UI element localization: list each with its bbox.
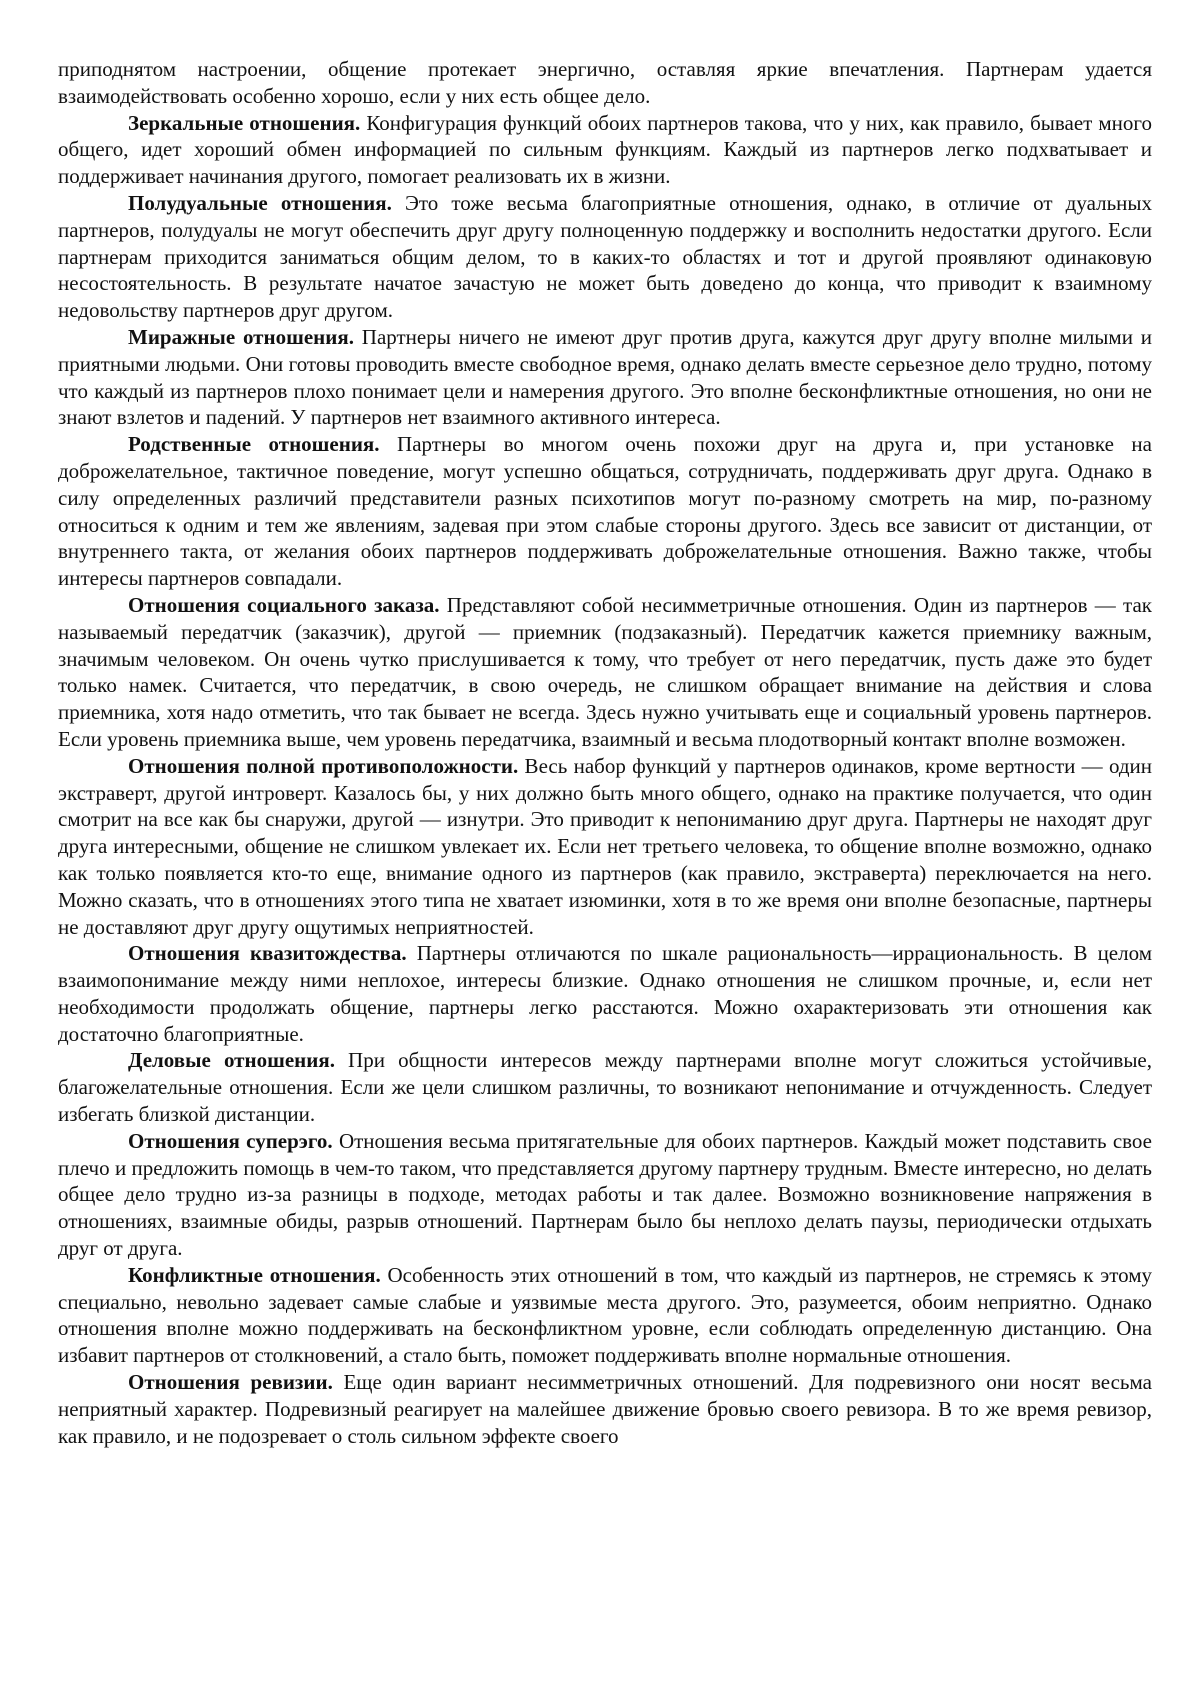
paragraph-term: Отношения полной противоположности. [128,753,519,778]
paragraph-quasi-identity-relations [58,940,1152,1047]
paragraph-text: Конфигурация функций обоих партнеров такова, что у них, как правило, бывает много общего, идет хороший обмен информацией по сильным функциям. Каждый из партнеров легко подхватывает и поддерживает начинания другого, помогает реализовать их в жизни. [58,110,1152,189]
paragraph-term: Миражные отношения. [128,324,354,349]
paragraph-superego-relations [58,1128,1152,1262]
paragraph-term: Отношения ревизии. [128,1370,333,1395]
paragraph-term: Зеркальные отношения. [128,110,361,135]
paragraph-text: При общности интересов между партнерами вполне могут сложиться устойчивые, благожелательные отношения. Если же цели слишком различны, то возникают непонимание и отчужденность. Следует избегать близкой дистанции. [58,1048,1153,1127]
document-page [58,56,1152,1449]
paragraph-continuation [58,56,1152,110]
paragraph-term: Деловые отношения. [128,1048,335,1073]
paragraph-term: Отношения суперэго. [128,1128,333,1153]
paragraph-semidual-relations [58,190,1152,324]
paragraph-kindred-relations [58,431,1152,592]
paragraph-term: Полудуальные отношения. [128,190,392,215]
paragraph-text: Весь набор функций у партнеров одинаков, кроме вертности — один экстраверт, другой интроверт. Казалось бы, у них должно быть много общего, однако на практике получается, что один смотрит на все как бы снаружи, другой — изнутри. Это приводит к непониманию друг друга. Партнеры не находят друг друга интересными, общение не слишком увлекает их. Если нет третьего человека, то общение вполне возможно, однако как только появляется кто-то еще, внимание одного из партнеров (как правило, экстраверта) переключается на него. Можно сказать, что в отношениях этого типа не хватает изюминки, хотя в то же время они вполне безопасные, партнеры не доставляют друг другу ощутимых неприятностей. [58,753,1153,939]
paragraph-mirage-relations [58,324,1152,431]
paragraph-term: Отношения квазитождества. [128,941,407,966]
paragraph-revision-relations [58,1369,1152,1449]
paragraph-text: Отношения весьма притягательные для обоих партнеров. Каждый может подставить свое плечо и предложить помощь в чем-то таком, что представляется другому партнеру трудным. Вместе интересно, но делать общее дело трудно из-за разницы в подходе, методах работы и так далее. Возможно возникновение напряжения в отношениях, взаимные обиды, разрыв отношений. Партнерам было бы неплохо делать паузы, периодически отдыхать друг от друга. [58,1128,1153,1261]
paragraph-text: Партнеры отличаются по шкале рациональность—иррациональность. В целом взаимопонимание между ними неплохое, интересы близкие. Однако отношения не слишком прочные, и, если нет необходимости продолжать общение, партнеры легко расстаются. Можно охарактеризовать эти отношения как достаточно благоприятные. [58,941,1152,1046]
paragraph-text: Еще один вариант несимметричных отношений. Для подревизного они носят весьма неприятный характер. Подревизный реагирует на малейшее движение бровью своего ревизора. В то же время ревизор, как правило, и не подозревает о столь сильном эффекте своего [58,1370,1152,1448]
paragraph-term: Конфликтные отношения. [128,1262,381,1287]
paragraph-mirror-relations [58,110,1152,190]
paragraph-text: Это тоже весьма благоприятные отношения, однако, в отличие от дуальных партнеров, полудуалы не могут обеспечить друг другу полноценную поддержку и восполнить недостатки другого. Если партнерам приходится заниматься общим делом, то в каких-то областях и тот и другой проявляют одинаковую несостоятельность. В результате начатое зачастую не может быть доведено до конца, что приводит к взаимному недовольству партнеров друг другом. [58,190,1153,323]
paragraph-term: Отношения социального заказа. [128,592,440,617]
paragraph-text: Партнеры во многом очень похожи друг на друга и, при установке на доброжелательное, тактичное поведение, могут успешно общаться, сотрудничать, поддерживать друг друга. Однако в силу определенных различий представители разных психотипов могут по-разному смотреть на мир, по-разному относиться к одним и тем же явлениям, задевая при этом слабые стороны другого. Здесь все зависит от дистанции, от внутреннего такта, от желания обоих партнеров поддерживать доброжелательные отношения. Важно также, чтобы интересы партнеров совпадали. [58,432,1152,591]
paragraph-text: Партнеры ничего не имеют друг против друга, кажутся друг другу вполне милыми и приятными людьми. Они готовы проводить вместе свободное время, однако делать вместе серьезное дело трудно, потому что каждый из партнеров плохо понимает цели и намерения другого. Это вполне бесконфликтные отношения, но они не знают взлетов и падений. У партнеров нет взаимного активного интереса. [58,324,1152,430]
paragraph-business-relations [58,1047,1152,1127]
paragraph-social-order-relations [58,592,1152,753]
paragraph-text: приподнятом настроении, общение протекает энергично, оставляя яркие впечатления. Партнерам удается взаимодействовать особенно хорошо, если у них есть общее дело. [58,57,1152,108]
paragraph-text: Особенность этих отношений в том, что каждый из партнеров, не стремясь к этому специально, невольно задевает самые слабые и уязвимые места другого. Это, разумеется, обоим неприятно. Однако отношения вполне можно поддерживать на бесконфликтном уровне, если соблюдать определенную дистанцию. Она избавит партнеров от столкновений, а стало быть, поможет поддерживать вполне нормальные отношения. [58,1262,1152,1368]
paragraph-conflict-relations [58,1262,1152,1369]
paragraph-term: Родственные отношения. [128,432,380,457]
paragraph-text: Представляют собой несимметричные отношения. Один из партнеров — так называемый передатчик (заказчик), другой — приемник (подзаказный). Передатчик кажется приемнику важным, значимым человеком. Он очень чутко прислушивается к тому, что требует от него передатчик, пусть даже это будет только намек. Считается, что передатчик, в свою очередь, не слишком обращает внимание на действия и слова приемника, хотя надо отметить, что так бывает не всегда. Здесь нужно учитывать еще и социальный уровень партнеров. Если уровень приемника выше, чем уровень передатчика, взаимный и весьма плодотворный контакт вполне возможен. [58,592,1152,751]
paragraph-full-opposite-relations [58,753,1152,941]
